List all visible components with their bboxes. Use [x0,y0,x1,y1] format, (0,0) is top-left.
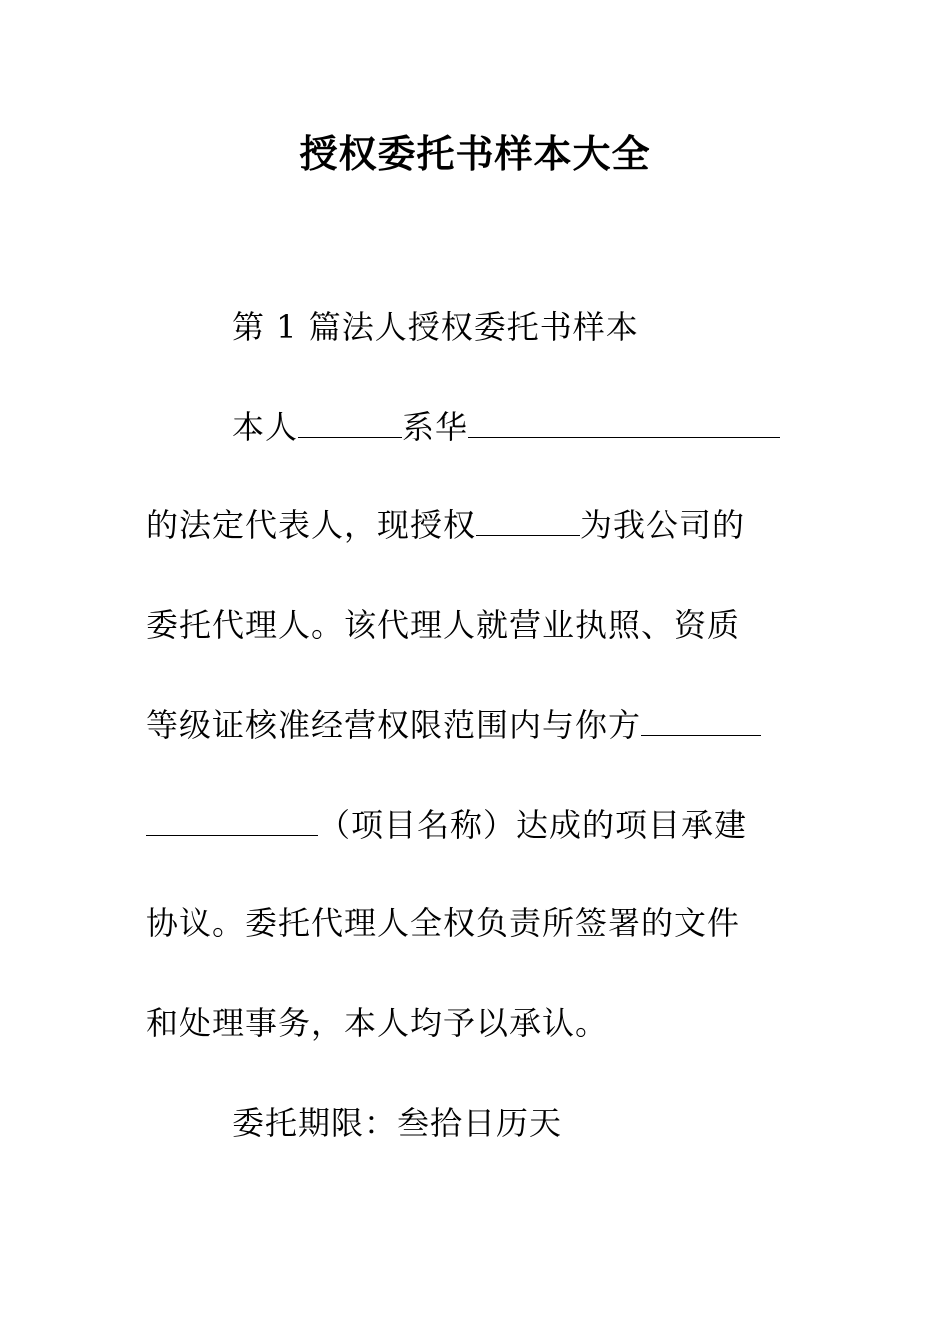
body-line-2 [146,502,745,548]
blank-name-field [298,407,402,438]
section-heading: 第 1 篇法人授权委托书样本 [232,308,639,346]
document-title: 授权委托书样本大全 [299,132,651,176]
text-segment: 的法定代表人，现授权 [146,506,477,544]
term-line: 委托期限：叁拾日历天 [232,1104,563,1142]
body-line-6: 协议。委托代理人全权负责所签署的文件 [146,904,741,942]
blank-recipient-field [641,705,761,736]
body-line-1 [232,404,780,450]
body-line-4 [146,702,761,748]
text-segment: 系华 [402,408,469,446]
text-segment: 等级证核准经营权限范围内与你方 [146,706,642,744]
body-line-7: 和处理事务，本人均予以承认。 [146,1004,609,1042]
text-segment: 为我公司的 [580,506,746,544]
blank-project-field [146,805,318,836]
body-line-5 [146,802,747,848]
blank-company-field [468,407,780,438]
body-line-3: 委托代理人。该代理人就营业执照、资质 [146,606,741,644]
text-segment: （项目名称）达成的项目承建 [318,806,748,844]
blank-agent-field [476,505,580,536]
text-segment: 本人 [232,408,299,446]
